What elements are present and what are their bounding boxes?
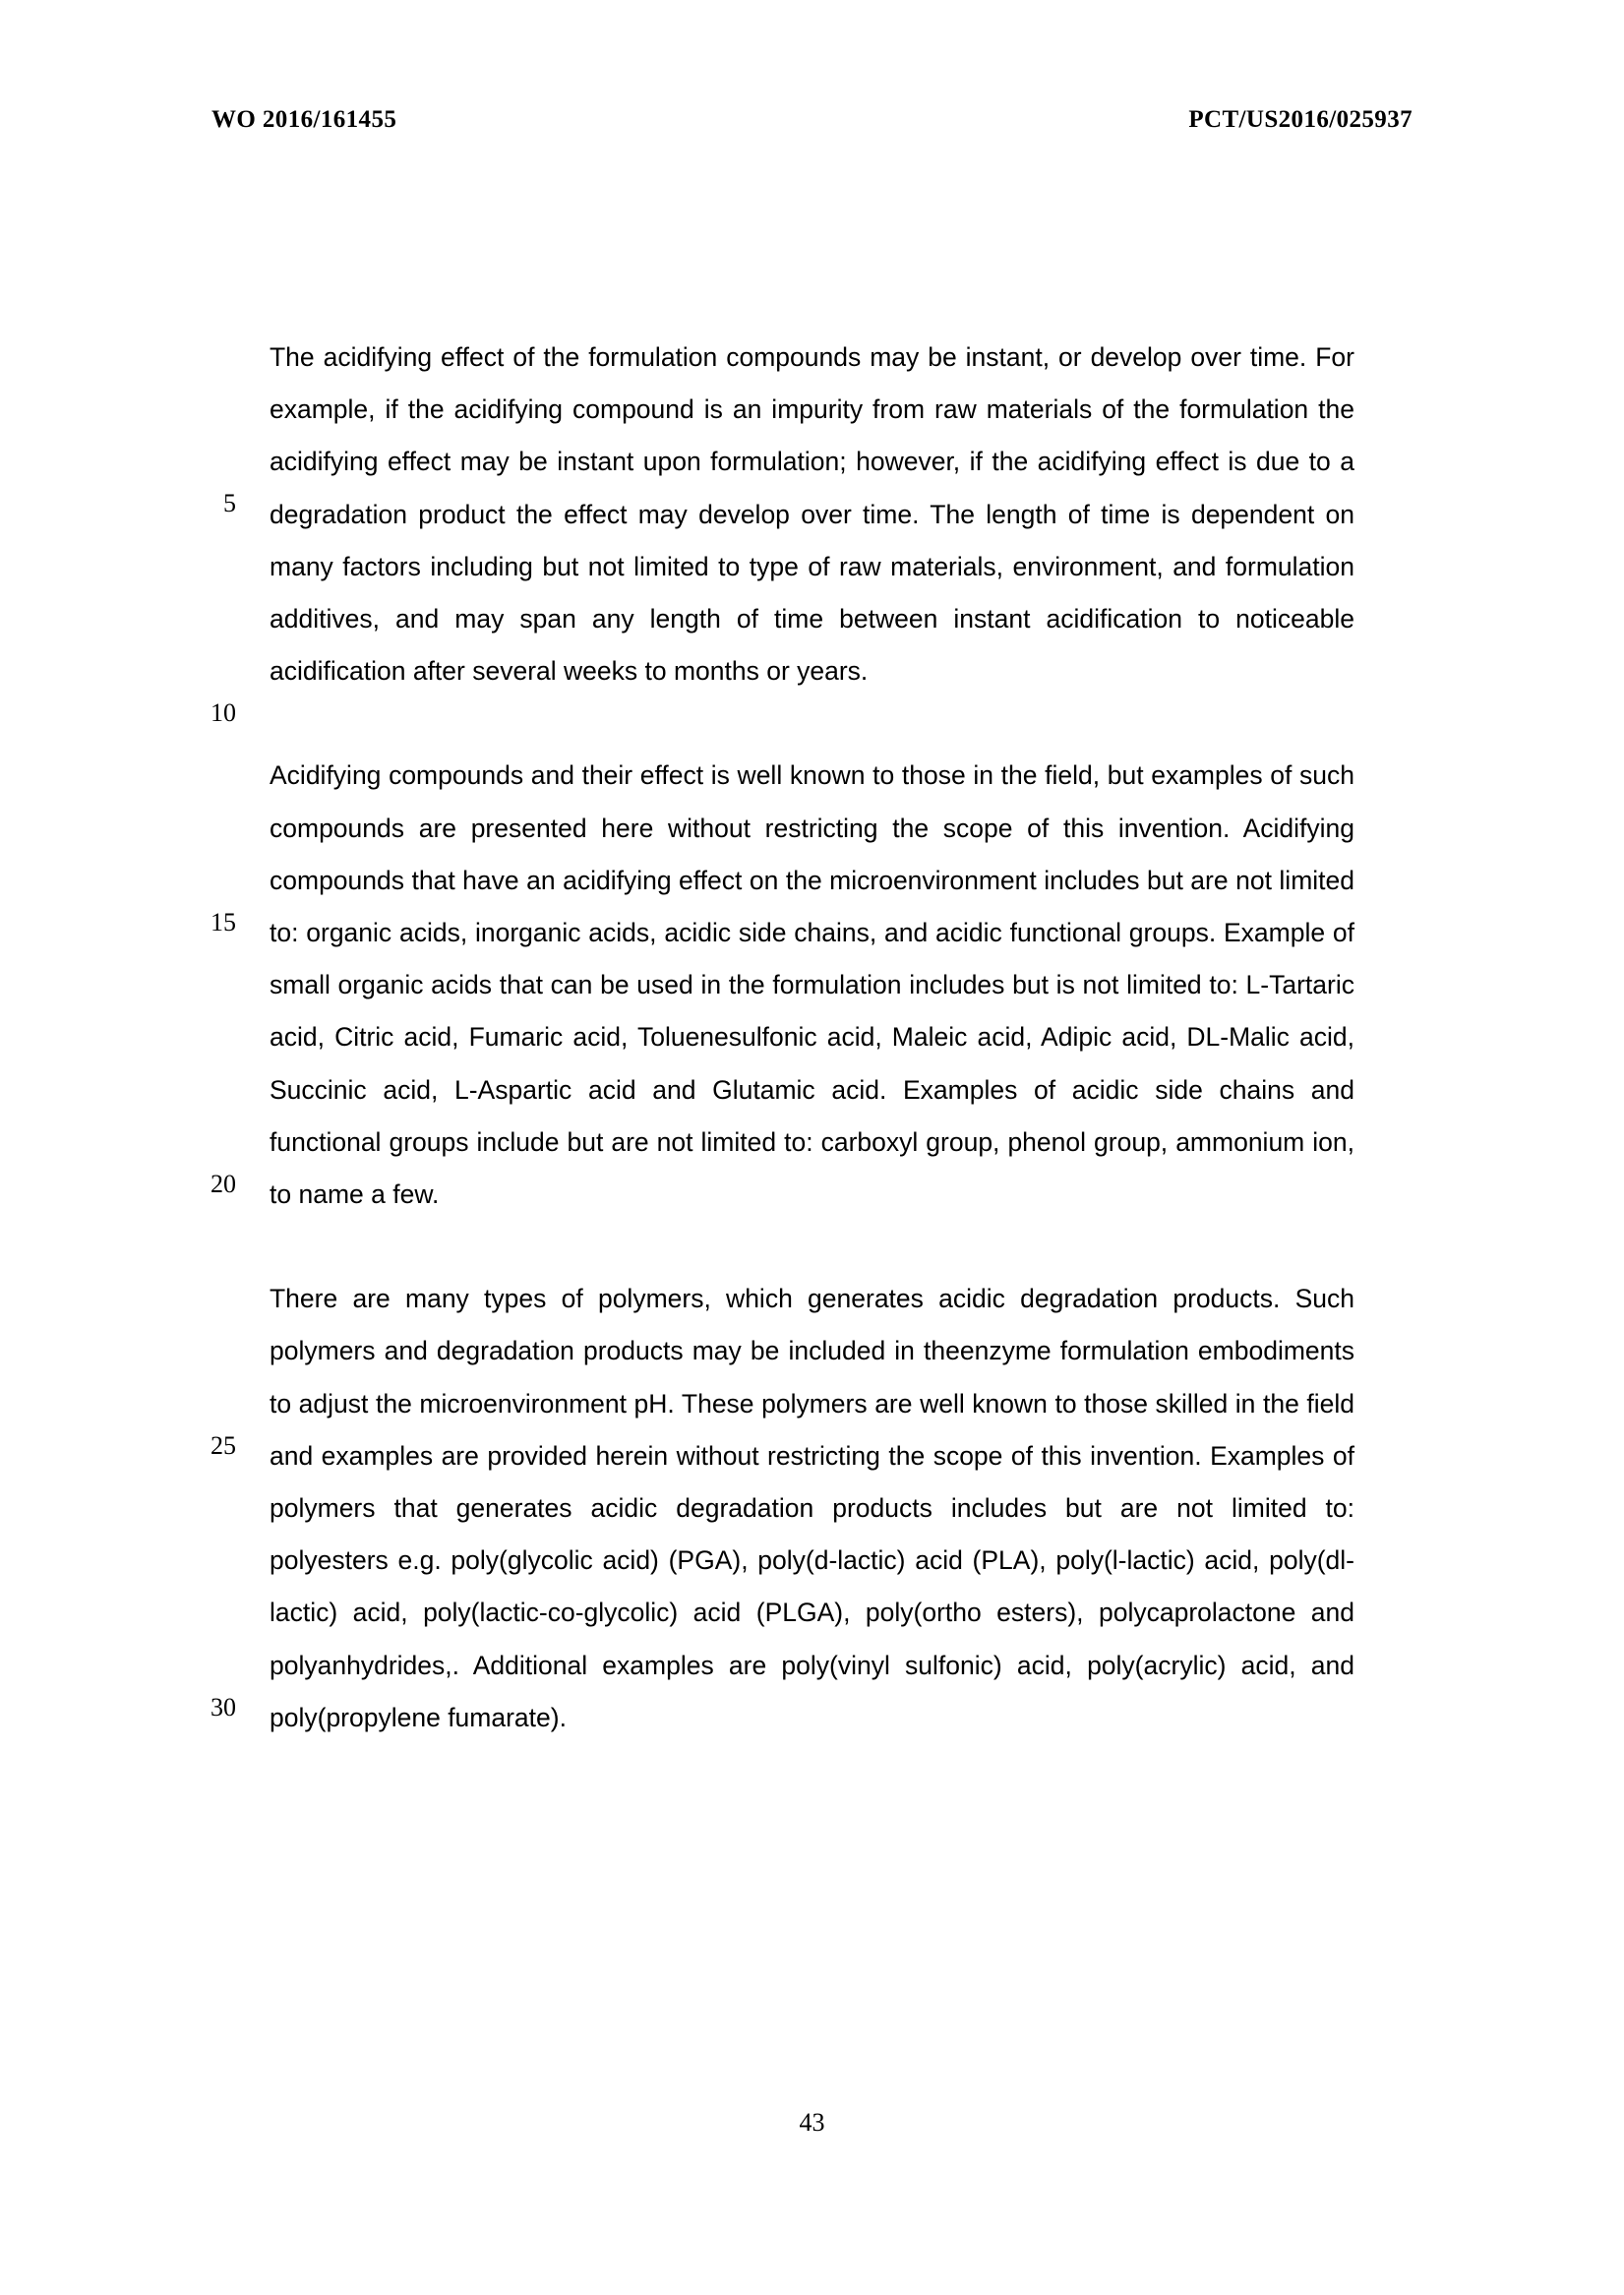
body-text-column <box>270 332 1354 1744</box>
paragraph: There are many types of polymers, which generates acidic degradation products. Such polymers and degradation products may be included in theenzyme formulation embodiments to adjust the microenvironment pH. These polymers are well known to those skilled in the field and examples are provided herein without restricting the scope of this invention. Examples of polymers that generates acidic degradation products includes but are not limited to: polyesters e.g. poly(glycolic acid) (PGA), poly(d-lactic) acid (PLA), poly(l-lactic) acid, poly(dl-lactic) acid, poly(lactic-co-glycolic) acid (PLGA), poly(ortho esters), polycaprolactone and polyanhydrides,. Additional examples are poly(vinyl sulfonic) acid, poly(acrylic) acid, and poly(propylene fumarate). <box>270 1284 1354 1732</box>
line-number: 10 <box>211 698 236 727</box>
line-number: 15 <box>211 908 236 936</box>
application-number: PCT/US2016/025937 <box>1188 106 1413 133</box>
publication-number: WO 2016/161455 <box>211 106 397 133</box>
paragraph: The acidifying effect of the formulation compounds may be instant, or develop over time. For example, if the acidifying compound is an impurity from raw materials of the formulation the acidifying effect may be instant upon formulation; however, if the acidifying effect is due to a degradation product the effect may develop over time. The length of time is dependent on many factors including but not limited to type of raw materials, environment, and formulation additives, and may span any length of time between instant acidification to noticeable acidification after several weeks to months or years. <box>270 342 1354 687</box>
line-number: 5 <box>223 489 236 517</box>
page-header <box>0 106 1624 140</box>
line-number: 25 <box>211 1431 236 1460</box>
page-number: 43 <box>799 2108 825 2137</box>
line-number: 30 <box>211 1693 236 1721</box>
line-number: 20 <box>211 1170 236 1198</box>
paragraph: Acidifying compounds and their effect is well known to those in the field, but examples of such compounds are presented here without restricting the scope of this invention. Acidifying compounds that have an acidifying effect on the microenvironment includes but are not limited to: organic acids, inorganic acids, acidic side chains, and acidic functional groups. Example of small organic acids that can be used in the formulation includes but is not limited to: L-Tartaric acid, Citric acid, Fumaric acid, Toluenesulfonic acid, Maleic acid, Adipic acid, DL-Malic acid, Succinic acid, L-Aspartic acid and Glutamic acid. Examples of acidic side chains and functional groups include but are not limited to: carboxyl group, phenol group, ammonium ion, to name a few. <box>270 760 1354 1210</box>
